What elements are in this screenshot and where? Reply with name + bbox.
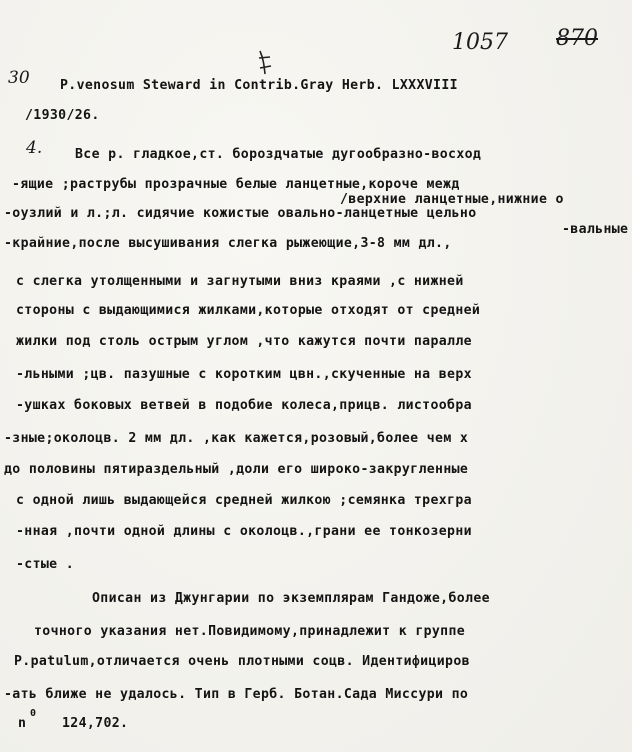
text-line: -крайние,после высушивания слегка рыжеющие,3-8 мм дл., [4, 236, 452, 251]
handwritten-mark-icon [257, 48, 273, 76]
text-line: -зные;околоцв. 2 мм дл. ,как кажется,розовый,более чем х [4, 431, 469, 446]
text-line: Описан из Джунгарии по экземплярам Гандоже,более [92, 591, 490, 606]
text-line: точного указания нет.Повидимому,принадлежит к группе [34, 624, 466, 639]
text-line-number: 124,702. [62, 716, 129, 731]
text-line-superscript-o: 0 [30, 708, 37, 719]
text-line: Все р. гладкое,ст. бороздчатые дугообразно-восход [75, 147, 482, 162]
text-line: жилки под столь острым углом ,что кажутся почти паралле [16, 334, 472, 349]
handwritten-number-870-struck: 870 [556, 26, 598, 51]
text-line-number-n: n [18, 716, 27, 731]
text-line: -стые . [16, 557, 75, 572]
handwritten-number-1057: 1057 [452, 30, 508, 55]
handwritten-index-30: 30 [8, 68, 30, 88]
text-line: до половины пятираздельный ,доли его широко-закругленные [4, 462, 469, 477]
text-line: -ящие ;раструбы прозрачные белые ланцетные,короче межд [12, 177, 460, 192]
text-line: -вальные [562, 222, 629, 237]
text-line: с слегка утолщенными и загнутыми вниз краями ,с нижней [16, 274, 464, 289]
text-line: -льными ;цв. пазушные с коротким цвн.,скученные на верх [16, 367, 472, 382]
text-line: P.patulum,отличается очень плотными соцв. Идентифициров [14, 654, 470, 669]
text-line: -ать ближе не удалось. Тип в Герб. Ботан.Сада Миссури по [4, 687, 469, 702]
text-line: стороны с выдающимися жилками,которые отходят от средней [16, 303, 481, 318]
text-line: /1930/26. [25, 108, 100, 123]
text-line: с одной лишь выдающейся средней жилкою ;семянка трехгра [16, 493, 472, 508]
handwritten-index-4: 4. [26, 138, 43, 158]
text-line: -ушках боковых ветвей в подобие колеса,прицв. листообра [16, 398, 472, 413]
text-line: -нная ,почти одной длины с околоцв.,грани ее тонкозерни [16, 524, 472, 539]
text-line: -оузлий и л.;л. сидячие кожистые овально-ланцетные цельно [4, 206, 477, 221]
text-line: P.venosum Steward in Contrib.Gray Herb. LXXXVIII [60, 78, 458, 93]
text-line: /верхние ланцетные,нижние о [340, 192, 564, 207]
